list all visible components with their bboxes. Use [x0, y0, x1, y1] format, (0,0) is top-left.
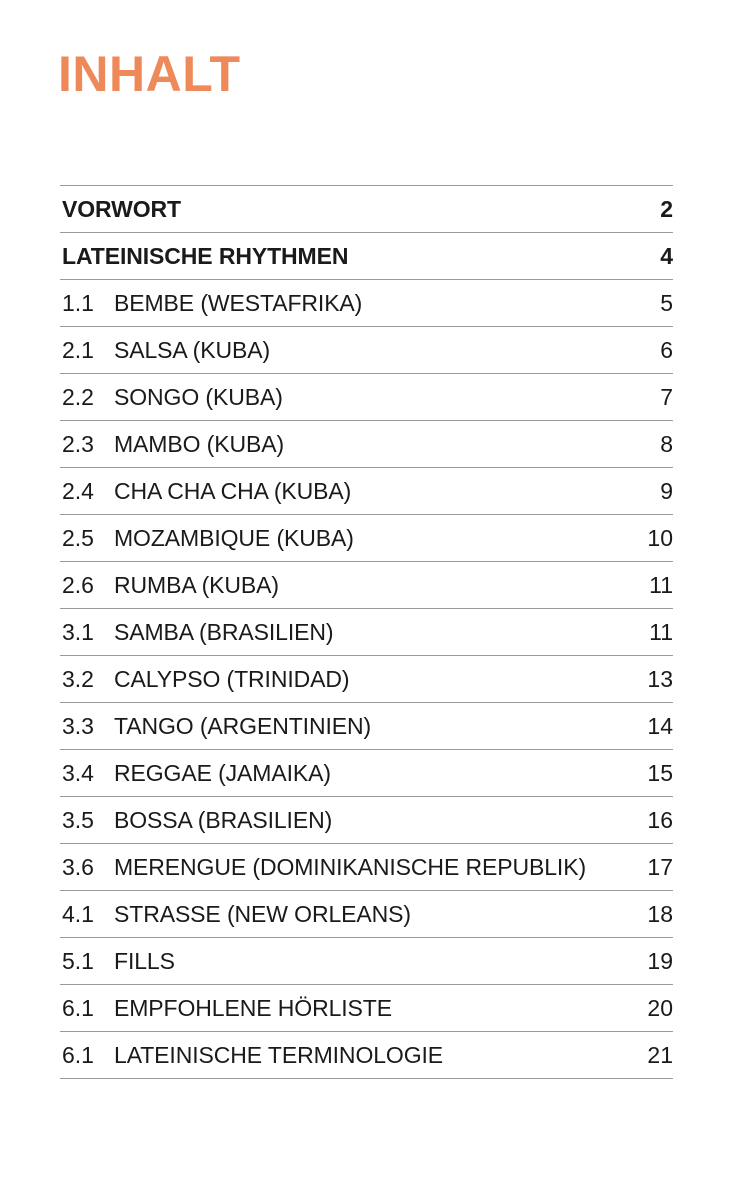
- toc-entry-number: 3.2: [62, 665, 94, 692]
- toc-entry[interactable]: [60, 233, 673, 280]
- toc-entry-page: 11: [649, 571, 673, 598]
- toc-entry[interactable]: [60, 609, 673, 656]
- toc-entry-title: MAMBO (KUBA): [114, 430, 285, 457]
- toc-entry-page: 13: [647, 665, 673, 692]
- toc-entry[interactable]: [60, 515, 673, 562]
- toc-entry-title: MERENGUE (DOMINIKANISCHE REPUBLIK): [114, 853, 586, 880]
- toc-entry[interactable]: [60, 703, 673, 750]
- toc-entry-page: 10: [647, 524, 673, 551]
- toc-entry[interactable]: [60, 750, 673, 797]
- toc-entry[interactable]: [60, 421, 673, 468]
- toc-entry-title: TANGO (ARGENTINIEN): [114, 712, 372, 739]
- toc-entry[interactable]: [60, 280, 673, 327]
- toc-entry[interactable]: [60, 797, 673, 844]
- toc-entry-title: EMPFOHLENE HÖRLISTE: [114, 994, 392, 1021]
- toc-entry-number: 3.1: [62, 618, 94, 645]
- toc-entry-number: 2.5: [62, 524, 94, 551]
- toc-entry-number: 2.1: [62, 336, 94, 363]
- toc-entry[interactable]: [60, 327, 673, 374]
- toc-entry-title: SONGO (KUBA): [114, 383, 283, 410]
- toc-entry-number: 2.3: [62, 430, 94, 457]
- toc-entry-title: BEMBE (WESTAFRIKA): [114, 289, 363, 316]
- toc-entry-page: 19: [647, 947, 673, 974]
- toc-entry-number: 3.6: [62, 853, 94, 880]
- toc-entry[interactable]: [60, 186, 673, 233]
- toc-entry-page: 15: [647, 759, 673, 786]
- toc-entry-page: 11: [649, 618, 673, 645]
- toc-entry-number: 6.1: [62, 994, 94, 1021]
- toc-entry-title: LATEINISCHE RHYTHMEN: [62, 242, 349, 269]
- page-title: INHALT: [58, 46, 241, 102]
- toc-entry[interactable]: [60, 374, 673, 421]
- toc-entry-page: 17: [647, 853, 673, 880]
- toc-entry-number: 3.5: [62, 806, 94, 833]
- toc-entry-page: 21: [647, 1041, 673, 1068]
- toc-entry-page: 18: [647, 900, 673, 927]
- toc-entry-number: 3.4: [62, 759, 94, 786]
- toc-entry-number: 1.1: [62, 289, 94, 316]
- toc-entry-page: 5: [660, 289, 673, 316]
- toc-entry[interactable]: [60, 562, 673, 609]
- toc-entry-title: SAMBA (BRASILIEN): [114, 618, 334, 645]
- toc-entry-title: CHA CHA CHA (KUBA): [114, 477, 352, 504]
- toc-entry-title: SALSA (KUBA): [114, 336, 271, 363]
- toc-entry-page: 8: [660, 430, 673, 457]
- toc-entry-page: 14: [647, 712, 673, 739]
- toc-entry-number: 2.4: [62, 477, 94, 504]
- toc-entry-title: VORWORT: [62, 195, 181, 222]
- toc-entry-page: 2: [660, 195, 673, 222]
- table-of-contents: [60, 185, 673, 1079]
- toc-entry-title: BOSSA (BRASILIEN): [114, 806, 333, 833]
- toc-entry-page: 6: [660, 336, 673, 363]
- toc-entry[interactable]: [60, 468, 673, 515]
- toc-entry-number: 2.6: [62, 571, 94, 598]
- toc-entry[interactable]: [60, 891, 673, 938]
- toc-entry-title: CALYPSO (TRINIDAD): [114, 665, 350, 692]
- toc-entry-number: 2.2: [62, 383, 94, 410]
- toc-entry[interactable]: [60, 985, 673, 1032]
- toc-entry-title: FILLS: [114, 947, 175, 974]
- toc-entry-title: REGGAE (JAMAIKA): [114, 759, 331, 786]
- toc-entry-number: 3.3: [62, 712, 94, 739]
- toc-entry[interactable]: [60, 1032, 673, 1079]
- toc-entry[interactable]: [60, 938, 673, 985]
- toc-entry-title: MOZAMBIQUE (KUBA): [114, 524, 354, 551]
- toc-entry-page: 16: [647, 806, 673, 833]
- toc-entry-title: STRASSE (NEW ORLEANS): [114, 900, 411, 927]
- toc-entry-number: 6.1: [62, 1041, 94, 1068]
- toc-entry[interactable]: [60, 656, 673, 703]
- toc-entry[interactable]: [60, 844, 673, 891]
- toc-entry-title: LATEINISCHE TERMINOLOGIE: [114, 1041, 444, 1068]
- toc-entry-number: 4.1: [62, 900, 94, 927]
- toc-entry-title: RUMBA (KUBA): [114, 571, 279, 598]
- toc-entry-page: 4: [660, 242, 673, 269]
- toc-entry-number: 5.1: [62, 947, 94, 974]
- toc-entry-page: 20: [647, 994, 673, 1021]
- toc-entry-page: 7: [660, 383, 673, 410]
- toc-entry-page: 9: [660, 477, 673, 504]
